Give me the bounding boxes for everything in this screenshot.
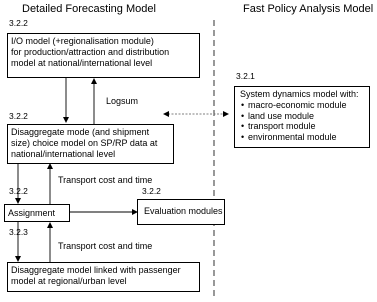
choice-model-line-2: size) choice model on SP/RP data at	[11, 137, 158, 148]
passenger-model-box	[7, 262, 200, 292]
section-number-system-dynamics: 3.2.1	[236, 71, 255, 81]
module-item-transport: • transport module	[248, 121, 366, 132]
transport-cost-label-2: Transport cost and time	[58, 241, 153, 251]
module-item-land-use: • land use module	[248, 111, 366, 122]
io-model-line-2: for production/attraction and distribution	[11, 46, 170, 57]
transport-cost-label-1: Transport cost and time	[58, 175, 153, 185]
choice-model-line-3: national/international level	[11, 148, 116, 159]
left-column-header: Detailed Forecasting Model	[22, 3, 156, 15]
right-column-header: Fast Policy Analysis Model	[243, 3, 374, 15]
system-dynamics-module-list	[240, 100, 366, 143]
module-item-macro-economic: • macro-economic module	[248, 100, 366, 111]
system-dynamics-box	[234, 86, 370, 148]
passenger-model-line-2: model at regional/urban level	[11, 275, 127, 286]
evaluation-modules-label: Evaluation modules	[144, 206, 223, 216]
section-number-evaluation: 3.2.2	[142, 186, 161, 196]
section-number-io: 3.2.2	[9, 18, 28, 28]
section-number-choice: 3.2.2	[9, 111, 28, 121]
logsum-label: Logsum	[106, 96, 139, 106]
choice-model-line-1: Disaggregate mode (and shipment	[11, 127, 150, 137]
assignment-box	[4, 204, 70, 222]
choice-model-box	[7, 124, 174, 164]
io-model-line-1: I/O model (+regionalisation module)	[11, 36, 154, 46]
io-model-box	[7, 33, 200, 78]
system-dynamics-title: System dynamics model with:	[240, 89, 359, 99]
io-model-line-3: model at national/international level	[11, 57, 153, 68]
passenger-model-line-1: Disaggregate model linked with passenger	[11, 265, 181, 275]
assignment-label: Assignment	[8, 208, 56, 218]
module-item-environmental: • environmental module	[248, 132, 366, 143]
section-number-passenger: 3.2.3	[9, 227, 28, 237]
evaluation-modules-box	[137, 199, 225, 225]
section-number-assignment: 3.2.2	[9, 186, 28, 196]
